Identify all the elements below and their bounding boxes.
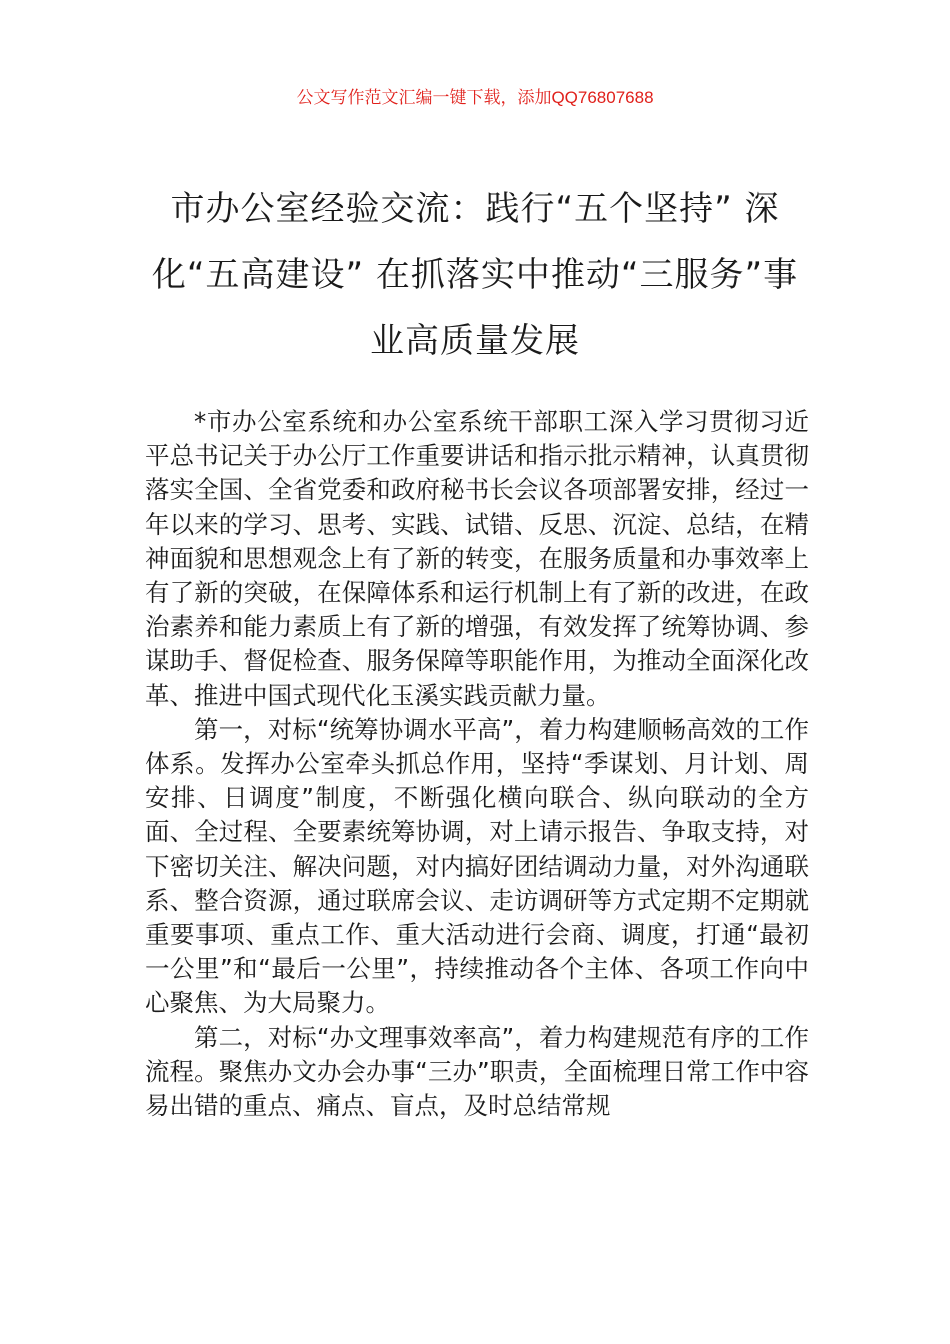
document-title: 市办公室经验交流：践行“五个坚持” 深化“五高建设” 在抓落实中推动“三服务”事业高质量发展 [151,189,799,361]
paragraph-second-point: 第二，对标“办文理事效率高”，着力构建规范有序的工作流程。聚焦办文办会办事“三办”职责，全面梳理日常工作中容易出错的重点、痛点、盲点，及时总结常规 [145,1022,809,1121]
download-notice: 公文写作范文汇编一键下载，添加QQ76807688 [296,88,654,107]
paragraph-intro: *市办公室系统和办公室系统干部职工深入学习贯彻习近平总书记关于办公厅工作重要讲话和指示批示精神，认真贯彻落实全国、全省党委和政府秘书长会议各项部署安排，经过一年以来的学习、思考、实践、试错、反思、沉淀、总结，在精神面貌和思想观念上有了新的转变，在服务质量和办事效率上有了新的突破，在保障体系和运行机制上有了新的改进，在政治素养和能力素质上有了新的增强，有效发挥了统筹协调、参谋助手、督促检查、服务保障等职能作用，为推动全面深化改革、推进中国式现代化玉溪实践贡献力量。 [145,407,809,710]
document-body [145,405,809,1123]
paragraph-first-point: 第一，对标“统筹协调水平高”，着力构建顺畅高效的工作体系。发挥办公室牵头抓总作用，坚持“季谋划、月计划、周安排、日调度”制度，不断强化横向联合、纵向联动的全方面、全过程、全要素统筹协调，对上请示报告、争取支持，对下密切关注、解决问题，对内搞好团结调动力量，对外沟通联系、整合资源，通过联席会议、走访调研等方式定期不定期就重要事项、重点工作、重大活动进行会商、调度，打通“最初一公里”和“最后一公里”，持续推动各个主体、各项工作向中心聚焦、为大局聚力。 [145,714,809,1018]
